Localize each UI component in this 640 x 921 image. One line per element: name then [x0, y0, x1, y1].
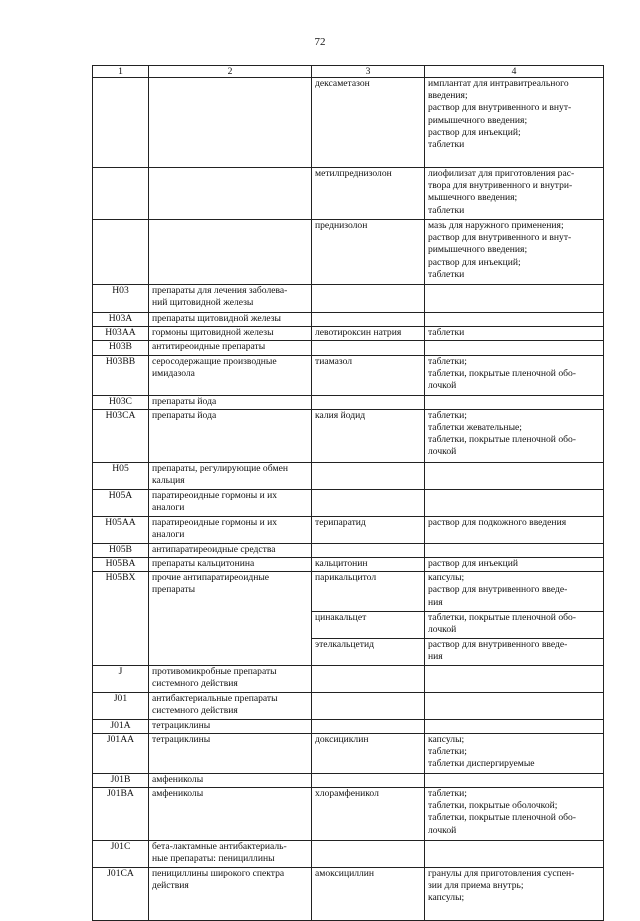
drug-name-cell: цинакальцет: [312, 612, 425, 639]
atc-code-cell: [93, 168, 149, 220]
drug-name-cell: терипаратид: [312, 516, 425, 543]
dosage-forms-cell: [425, 489, 604, 516]
table-header-row: [93, 66, 604, 78]
atc-code-cell: [93, 220, 149, 285]
dosage-forms-cell: [425, 719, 604, 733]
table-row: [93, 719, 604, 733]
dosage-forms-cell: капсулы; таблетки; таблетки диспергируемые: [425, 733, 604, 773]
table-row: [93, 572, 604, 612]
group-name-cell: [149, 168, 312, 220]
table-row: [93, 841, 604, 868]
atc-code-cell: H05BA: [93, 558, 149, 572]
table-row: [93, 313, 604, 327]
atc-code-cell: H03: [93, 285, 149, 313]
drug-name-cell: [312, 666, 425, 692]
group-name-cell: прочие антипаратиреоидные препараты: [149, 572, 312, 666]
drug-name-cell: [312, 395, 425, 409]
group-name-cell: [149, 220, 312, 285]
dosage-forms-cell: раствор для подкожного введения: [425, 516, 604, 543]
atc-code-cell: H03C: [93, 395, 149, 409]
dosage-forms-cell: таблетки; таблетки, покрытые оболочкой; таблетки, покрытые пленочной обо- лочкой: [425, 788, 604, 841]
drug-name-cell: [312, 313, 425, 327]
dosage-forms-cell: [425, 395, 604, 409]
dosage-forms-cell: таблетки, покрытые пленочной обо- лочкой: [425, 612, 604, 639]
header-col-3: 3: [312, 66, 425, 78]
dosage-forms-cell: лиофилизат для приготовления рас- твора для внутривенного и внутри- мышечного введения; таблетки: [425, 168, 604, 220]
dosage-forms-cell: [425, 666, 604, 692]
group-name-cell: противомикробные препараты системного действия: [149, 666, 312, 692]
header-col-1: 1: [93, 66, 149, 78]
group-name-cell: пенициллины широкого спектра действия: [149, 868, 312, 921]
dosage-forms-cell: [425, 341, 604, 355]
drug-name-cell: [312, 285, 425, 313]
drug-name-cell: [312, 543, 425, 557]
group-name-cell: тетрациклины: [149, 733, 312, 773]
dosage-forms-cell: [425, 692, 604, 719]
atc-code-cell: H05A: [93, 489, 149, 516]
atc-code-cell: H03BB: [93, 355, 149, 395]
group-name-cell: антитиреоидные препараты: [149, 341, 312, 355]
drug-name-cell: левотироксин натрия: [312, 327, 425, 341]
drug-name-cell: парикальцитол: [312, 572, 425, 612]
group-name-cell: препараты, регулирующие обмен кальция: [149, 462, 312, 489]
dosage-forms-cell: [425, 285, 604, 313]
table-row: [93, 516, 604, 543]
atc-code-cell: J01CA: [93, 868, 149, 921]
dosage-forms-cell: [425, 462, 604, 489]
table-row: [93, 489, 604, 516]
table-row: [93, 462, 604, 489]
group-name-cell: антибактериальные препараты системного действия: [149, 692, 312, 719]
atc-code-cell: J01BA: [93, 788, 149, 841]
group-name-cell: [149, 78, 312, 168]
drug-name-cell: амоксициллин: [312, 868, 425, 921]
dosage-forms-cell: [425, 841, 604, 868]
atc-code-cell: H05BX: [93, 572, 149, 666]
dosage-forms-cell: таблетки: [425, 327, 604, 341]
group-name-cell: тетрациклины: [149, 719, 312, 733]
group-name-cell: бета-лактамные антибактериаль- ные препараты: пенициллины: [149, 841, 312, 868]
atc-code-cell: J01B: [93, 773, 149, 787]
table-row: [93, 285, 604, 313]
table-row: [93, 666, 604, 692]
table-row: [93, 543, 604, 557]
drug-name-cell: преднизолон: [312, 220, 425, 285]
table-row: [93, 773, 604, 787]
drug-name-cell: [312, 692, 425, 719]
drug-name-cell: хлорамфеникол: [312, 788, 425, 841]
dosage-forms-cell: мазь для наружного применения; раствор для внутривенного и внут- римышечного введения; раствор для инъекций; таблетки: [425, 220, 604, 285]
drug-name-cell: метилпреднизолон: [312, 168, 425, 220]
drug-name-cell: дексаметазон: [312, 78, 425, 168]
table-row: [93, 395, 604, 409]
atc-code-cell: H05: [93, 462, 149, 489]
drug-name-cell: тиамазол: [312, 355, 425, 395]
group-name-cell: серосодержащие производные имидазола: [149, 355, 312, 395]
drug-name-cell: [312, 489, 425, 516]
drug-name-cell: [312, 719, 425, 733]
group-name-cell: препараты щитовидной железы: [149, 313, 312, 327]
group-name-cell: гормоны щитовидной железы: [149, 327, 312, 341]
atc-code-cell: H05B: [93, 543, 149, 557]
table-row: [93, 733, 604, 773]
atc-code-cell: H03CA: [93, 409, 149, 462]
drug-name-cell: [312, 841, 425, 868]
table-row: [93, 220, 604, 285]
dosage-forms-cell: раствор для инъекций: [425, 558, 604, 572]
group-name-cell: препараты кальцитонина: [149, 558, 312, 572]
atc-code-cell: H03A: [93, 313, 149, 327]
dosage-forms-cell: таблетки; таблетки жевательные; таблетки, покрытые пленочной обо- лочкой: [425, 409, 604, 462]
table-row: [93, 341, 604, 355]
atc-code-cell: J01AA: [93, 733, 149, 773]
group-name-cell: паратиреоидные гормоны и их аналоги: [149, 489, 312, 516]
table-row: [93, 355, 604, 395]
table-row: [93, 327, 604, 341]
atc-code-cell: H05AA: [93, 516, 149, 543]
drug-classification-table: [92, 65, 604, 921]
dosage-forms-cell: [425, 543, 604, 557]
group-name-cell: амфениколы: [149, 788, 312, 841]
drug-name-cell: [312, 341, 425, 355]
dosage-forms-cell: капсулы; раствор для внутривенного введе- ния: [425, 572, 604, 612]
page-number: 72: [314, 36, 326, 48]
atc-code-cell: J01A: [93, 719, 149, 733]
drug-name-cell: калия йодид: [312, 409, 425, 462]
dosage-forms-cell: [425, 773, 604, 787]
table-row: [93, 168, 604, 220]
drug-name-cell: кальцитонин: [312, 558, 425, 572]
drug-name-cell: доксициклин: [312, 733, 425, 773]
atc-code-cell: J: [93, 666, 149, 692]
drug-name-cell: этелкальцетид: [312, 639, 425, 666]
table-row: [93, 78, 604, 168]
header-col-2: 2: [149, 66, 312, 78]
dosage-forms-cell: [425, 313, 604, 327]
header-col-4: 4: [425, 66, 604, 78]
table-row: [93, 788, 604, 841]
table-body: [93, 78, 604, 921]
group-name-cell: амфениколы: [149, 773, 312, 787]
table-row: [93, 558, 604, 572]
group-name-cell: паратиреоидные гормоны и их аналоги: [149, 516, 312, 543]
atc-code-cell: J01C: [93, 841, 149, 868]
table-row: [93, 868, 604, 921]
atc-code-cell: H03AA: [93, 327, 149, 341]
atc-code-cell: [93, 78, 149, 168]
table-row: [93, 692, 604, 719]
group-name-cell: препараты для лечения заболева- ний щитовидной железы: [149, 285, 312, 313]
dosage-forms-cell: раствор для внутривенного введе- ния: [425, 639, 604, 666]
atc-code-cell: H03B: [93, 341, 149, 355]
dosage-forms-cell: гранулы для приготовления суспен- зии для приема внутрь; капсулы;: [425, 868, 604, 921]
table-row: [93, 409, 604, 462]
dosage-forms-cell: имплантат для интравитреального введения; раствор для внутривенного и внут- римышечного введения; раствор для инъекций; таблетки: [425, 78, 604, 168]
group-name-cell: антипаратиреоидные средства: [149, 543, 312, 557]
dosage-forms-cell: таблетки; таблетки, покрытые пленочной обо- лочкой: [425, 355, 604, 395]
drug-name-cell: [312, 773, 425, 787]
group-name-cell: препараты йода: [149, 395, 312, 409]
atc-code-cell: J01: [93, 692, 149, 719]
group-name-cell: препараты йода: [149, 409, 312, 462]
drug-name-cell: [312, 462, 425, 489]
